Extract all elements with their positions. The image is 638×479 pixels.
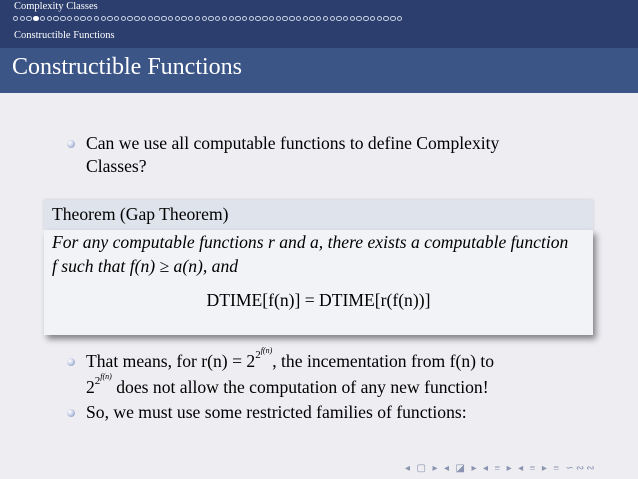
nav-dot[interactable] — [350, 16, 355, 21]
nav-dot[interactable] — [229, 16, 234, 21]
theorem-title: Theorem (Gap Theorem) — [44, 200, 593, 230]
nav-dot[interactable] — [215, 16, 220, 21]
theorem-text-line: For any computable functions r and a, there exists a computable function — [52, 232, 569, 252]
nav-dot[interactable] — [249, 16, 254, 21]
bullet-text-line: Can we use all computable functions to define Complexity — [86, 133, 500, 153]
nav-dot[interactable] — [235, 16, 240, 21]
nav-dot[interactable] — [181, 16, 186, 21]
nav-dot[interactable] — [107, 16, 112, 21]
nav-dot[interactable] — [94, 16, 99, 21]
theorem-formula: DTIME[f(n)] = DTIME[r(f(n))] — [206, 290, 431, 310]
nav-dot[interactable] — [67, 16, 72, 21]
nav-dot[interactable] — [390, 16, 395, 21]
nav-dot[interactable] — [255, 16, 260, 21]
nav-dot[interactable] — [47, 16, 52, 21]
bullet-item — [67, 401, 467, 424]
nav-dot[interactable] — [80, 16, 85, 21]
nav-dot[interactable] — [383, 16, 388, 21]
nav-dot[interactable] — [101, 16, 106, 21]
theorem-body — [44, 230, 593, 335]
nav-dot[interactable] — [114, 16, 119, 21]
nav-dot[interactable] — [282, 16, 287, 21]
nav-dot[interactable] — [195, 16, 200, 21]
nav-dot[interactable] — [141, 16, 146, 21]
nav-dot[interactable] — [363, 16, 368, 21]
nav-dot[interactable] — [356, 16, 361, 21]
nav-dot[interactable] — [276, 16, 281, 21]
nav-dot[interactable] — [74, 16, 79, 21]
nav-dot[interactable] — [26, 16, 31, 21]
theorem-block — [44, 200, 593, 335]
navigation-dots[interactable] — [13, 14, 404, 23]
nav-dot[interactable] — [397, 16, 402, 21]
nav-dot[interactable] — [13, 16, 18, 21]
beamer-navigation-controls[interactable]: ◂ ▢ ▸ ◂ ◪ ▸ ◂ ≡ ▸ ◂ ≡ ▸ ≡ ∽∾∾ — [405, 463, 597, 474]
nav-dot[interactable] — [336, 16, 341, 21]
nav-dot[interactable] — [269, 16, 274, 21]
nav-dot[interactable] — [60, 16, 65, 21]
header-bar — [0, 0, 638, 48]
bullet-text-line: Classes? — [86, 156, 147, 176]
nav-dot[interactable] — [53, 16, 58, 21]
nav-dot[interactable] — [370, 16, 375, 21]
nav-dot[interactable] — [316, 16, 321, 21]
nav-dot[interactable] — [188, 16, 193, 21]
bullet-text-line: That means, for $r(n) = 2^{2^{f(n)}}$, the incementation from f(n) to — [86, 346, 495, 371]
frame-title-bar — [0, 48, 638, 93]
nav-dot[interactable] — [242, 16, 247, 21]
nav-dot[interactable] — [309, 16, 314, 21]
nav-dot[interactable] — [175, 16, 180, 21]
theorem-text-line: f such that f(n) ≥ a(n), and — [52, 256, 239, 276]
nav-dot[interactable] — [148, 16, 153, 21]
nav-dot[interactable] — [127, 16, 132, 21]
nav-dot[interactable] — [134, 16, 139, 21]
nav-dot[interactable] — [323, 16, 328, 21]
bullet-icon — [67, 358, 75, 366]
bullet-text-line: So, we must use some restricted families of functions: — [86, 402, 467, 422]
nav-dot[interactable] — [87, 16, 92, 21]
bullet-text-line: $2^{2^{f(n)}}$ does not allow the computation of any new function! — [86, 372, 489, 397]
nav-dot[interactable] — [202, 16, 207, 21]
nav-dot[interactable] — [296, 16, 301, 21]
nav-dot[interactable] — [222, 16, 227, 21]
nav-dot[interactable] — [20, 16, 25, 21]
nav-dot[interactable] — [208, 16, 213, 21]
bullet-icon — [67, 140, 75, 148]
nav-dot[interactable] — [289, 16, 294, 21]
nav-dot[interactable] — [121, 16, 126, 21]
nav-dot[interactable] — [330, 16, 335, 21]
bullet-item — [67, 132, 499, 178]
nav-dot[interactable] — [343, 16, 348, 21]
frame-title: Constructible Functions — [12, 54, 242, 80]
nav-dot[interactable] — [33, 16, 38, 21]
nav-dot[interactable] — [262, 16, 267, 21]
bullet-icon — [67, 409, 75, 417]
bullet-item — [67, 346, 495, 402]
section-title[interactable]: Complexity Classes — [14, 1, 98, 12]
nav-dot[interactable] — [168, 16, 173, 21]
subsection-title[interactable]: Constructible Functions — [14, 30, 115, 41]
nav-dot[interactable] — [377, 16, 382, 21]
nav-dot[interactable] — [154, 16, 159, 21]
nav-dot[interactable] — [303, 16, 308, 21]
nav-dot[interactable] — [40, 16, 45, 21]
nav-dot[interactable] — [161, 16, 166, 21]
